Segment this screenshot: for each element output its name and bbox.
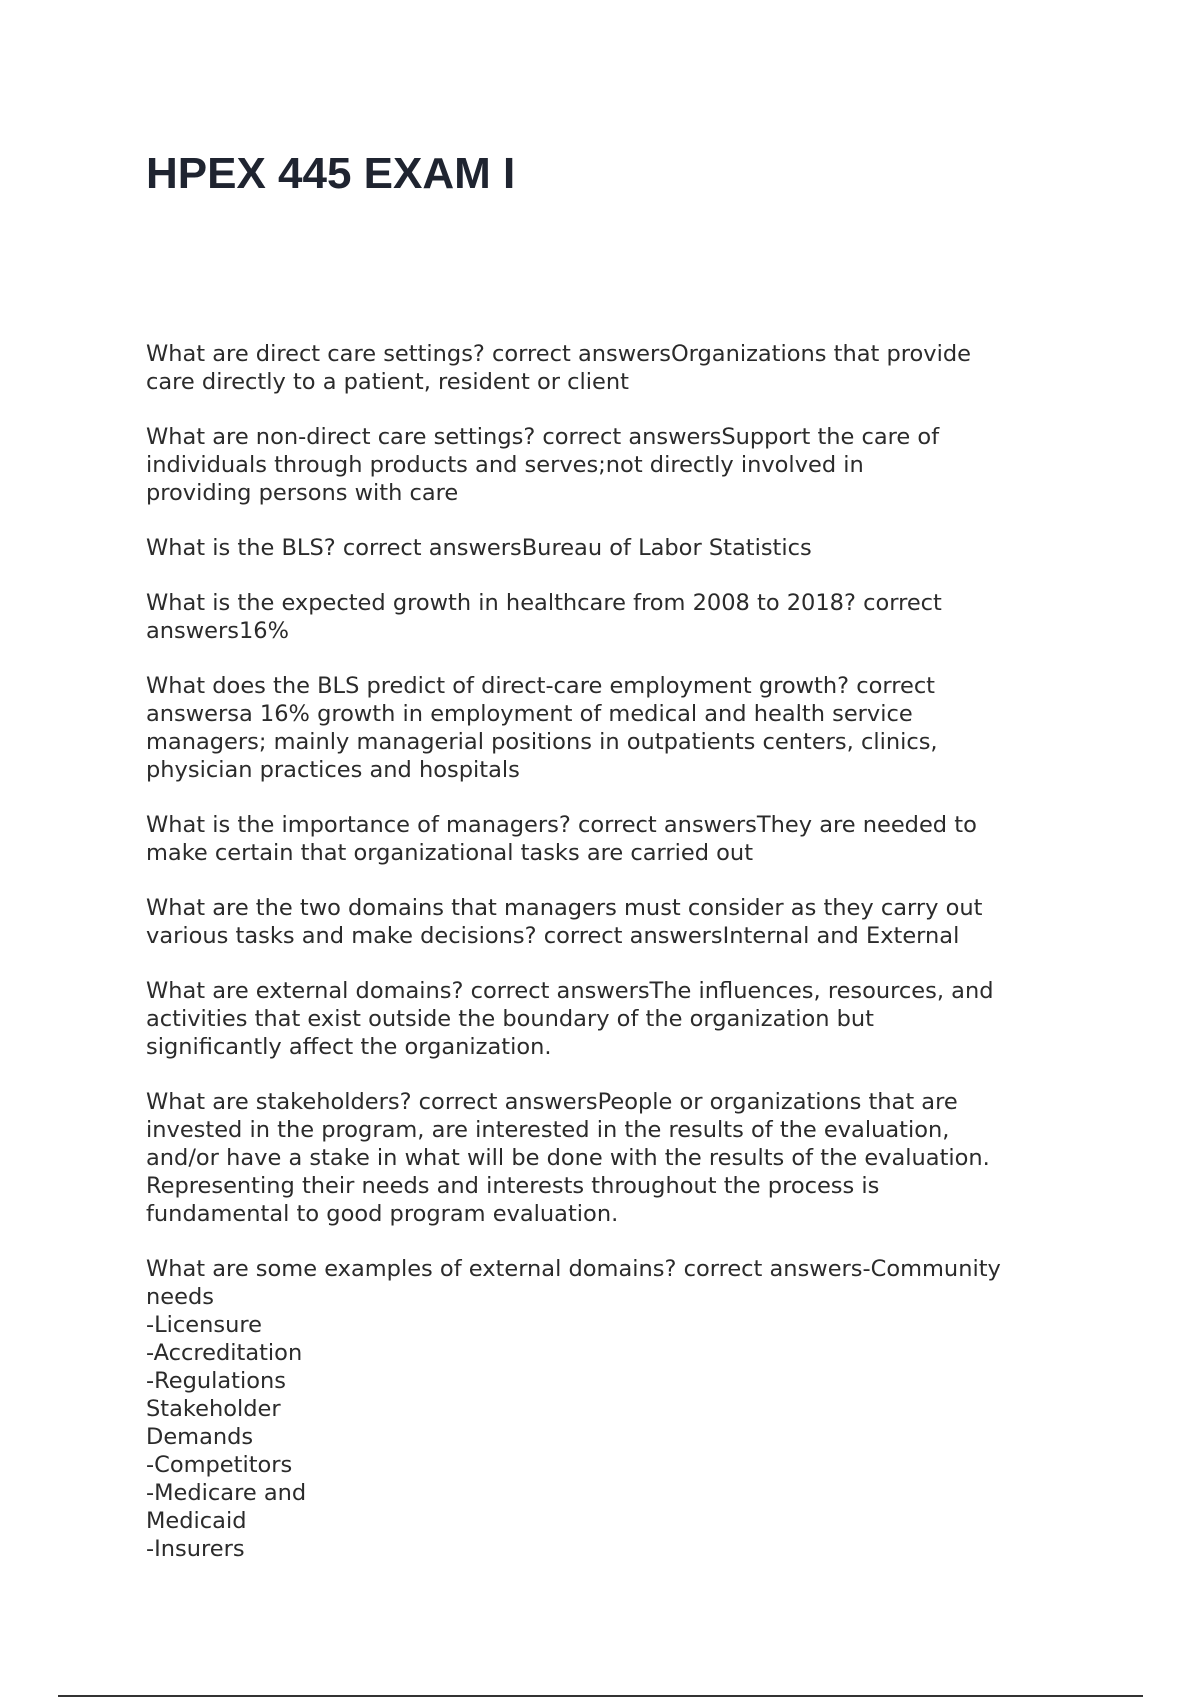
qa-item: What is the expected growth in healthcare from 2008 to 2018? correct answers16% <box>146 590 942 644</box>
qa-item: What are stakeholders? correct answersPeople or organizations that are invested in the program, are interested in the results of the evaluation, and/or have a stake in what will be done with the results of the evaluation. Representing their needs and interests throughout the process is fundamental to good program evaluation. <box>146 1089 990 1227</box>
qa-item: What are non-direct care settings? correct answersSupport the care of individuals through products and serves;not directly involved in providing persons with care <box>146 424 940 506</box>
qa-item: What are some examples of external domains? correct answers-Community needs -Licensure -Accreditation -Regulations Stakeholder Demands -Competitors -Medicare and Medicaid -Insurers <box>146 1256 1001 1562</box>
qa-item: What does the BLS predict of direct-care employment growth? correct answersa 16% growth in employment of medical and health service managers; mainly managerial positions in outpatients centers, clinics, physician practices and hospitals <box>146 673 938 783</box>
qa-item: What are external domains? correct answersThe influences, resources, and activities that exist outside the boundary of the organization but significantly affect the organization. <box>146 978 994 1060</box>
qa-item: What is the importance of managers? correct answersThey are needed to make certain that organizational tasks are carried out <box>146 812 977 866</box>
document-title: HPEX 445 EXAM I <box>146 149 516 198</box>
qa-item: What are the two domains that managers must consider as they carry out various tasks and make decisions? correct answersInternal and External <box>146 895 983 949</box>
qa-list <box>146 340 1076 1590</box>
qa-item: What is the BLS? correct answersBureau of Labor Statistics <box>146 535 812 561</box>
qa-item: What are direct care settings? correct answersOrganizations that provide care directly to a patient, resident or client <box>146 341 971 395</box>
footer-divider <box>58 1695 1143 1697</box>
